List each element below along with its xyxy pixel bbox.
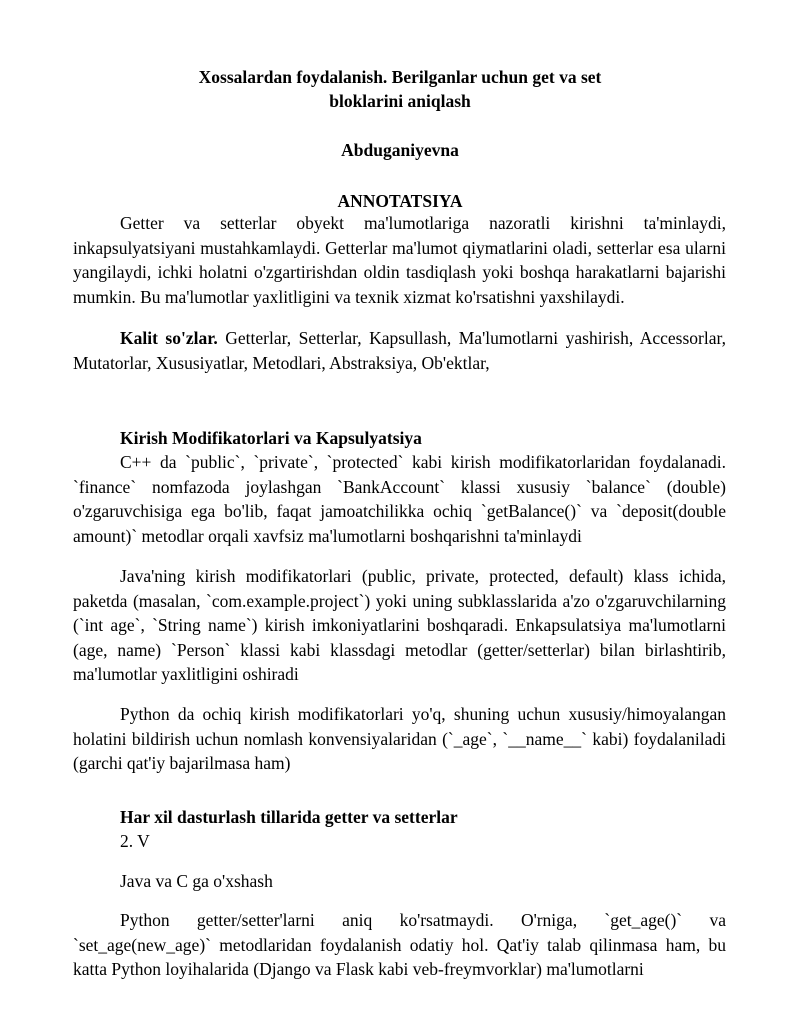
section-1-paragraph-3: Python da ochiq kirish modifikatorlari yo'q, shuning uchun xususiy/himoyalangan holatini bildirish uchun nomlash konvensiyalaridan (`_age`, `__name__` kabi) foydalaniladi (garchi qat'iy bajarilmasa ham): [73, 704, 726, 774]
section-1-heading: Kirish Modifikatorlari va Kapsulyatsiya: [120, 428, 422, 448]
section-2-line: Java va C ga o'xshash: [120, 871, 273, 891]
author-name: Abduganiyevna: [341, 140, 459, 160]
section-1-paragraph-2: Java'ning kirish modifikatorlari (public, private, protected, default) klass ichida, paketda (masalan, `com.example.project`) yoki uning subklasslarida a'zo o'zgaruvchilarning (`int age`, `String name`) kirish imkoniyatlarini boshqaradi. Enkapsulatsiya ma'lumotlarni (age, name) `Person` klassi kabi klassdagi metodlar (getter/setterlar) bilan birlashtirib, ma'lumotlar yaxlitligini oshiradi: [73, 566, 726, 685]
title-line-2: bloklarini aniqlash: [329, 91, 471, 111]
keywords-paragraph: [73, 326, 726, 375]
section-1-paragraph-1: C++ da `public`, `private`, `protected` kabi kirish modifikatorlaridan foydalanadi. `finance` nomfazoda joylashgan `BankAccount` klassi xususiy `balance` (double) o'zgaruvchisiga ega bo'lib, faqat jamoatchilikka ochiq `getBalance()` va `deposit(double amount)` metodlar orqali xavfsiz ma'lumotlarni boshqarishni ta'minlaydi: [73, 452, 726, 546]
section-2-paragraph: Python getter/setter'larni aniq ko'rsatmaydi. O'rniga, `get_age()` va `set_age(new_age)` metodlaridan foydalanish odatiy hol. Qat'iy talab qilinmasa ham, bu katta Python loyihalarida (Django va Flask kabi veb-freymvorklar) ma'lumotlarni: [73, 910, 726, 980]
annotation-paragraph: Getter va setterlar obyekt ma'lumotlariga nazoratli kirishni ta'minlaydi, inkapsulyatsiyani mustahkamlaydi. Getterlar ma'lumot qiymatlarini oladi, setterlar esa ularni yangilaydi, ichki holatni o'zgartirishdan oldin tasdiqlash yoki boshqa harakatlarni bajarishi mumkin. Bu ma'lumotlar yaxlitligini va texnik xizmat ko'rsatishni yaxshilaydi.: [73, 213, 726, 307]
keywords-label: Kalit so'zlar.: [120, 328, 218, 348]
keywords-text: Getterlar, Setterlar, Kapsullash, Ma'lumotlarni yashirish, Accessorlar, Mutatorlar, Xususiyatlar, Metodlari, Abstraksiya, Ob'ektlar,: [73, 328, 727, 373]
section-2-item: 2. V: [120, 831, 150, 851]
section-2-heading: Har xil dasturlash tillarida getter va setterlar: [120, 807, 458, 827]
title-line-1: Xossalardan foydalanish. Berilganlar uchun get va set: [198, 67, 602, 87]
annotation-heading: ANNOTATSIYA: [337, 191, 463, 211]
